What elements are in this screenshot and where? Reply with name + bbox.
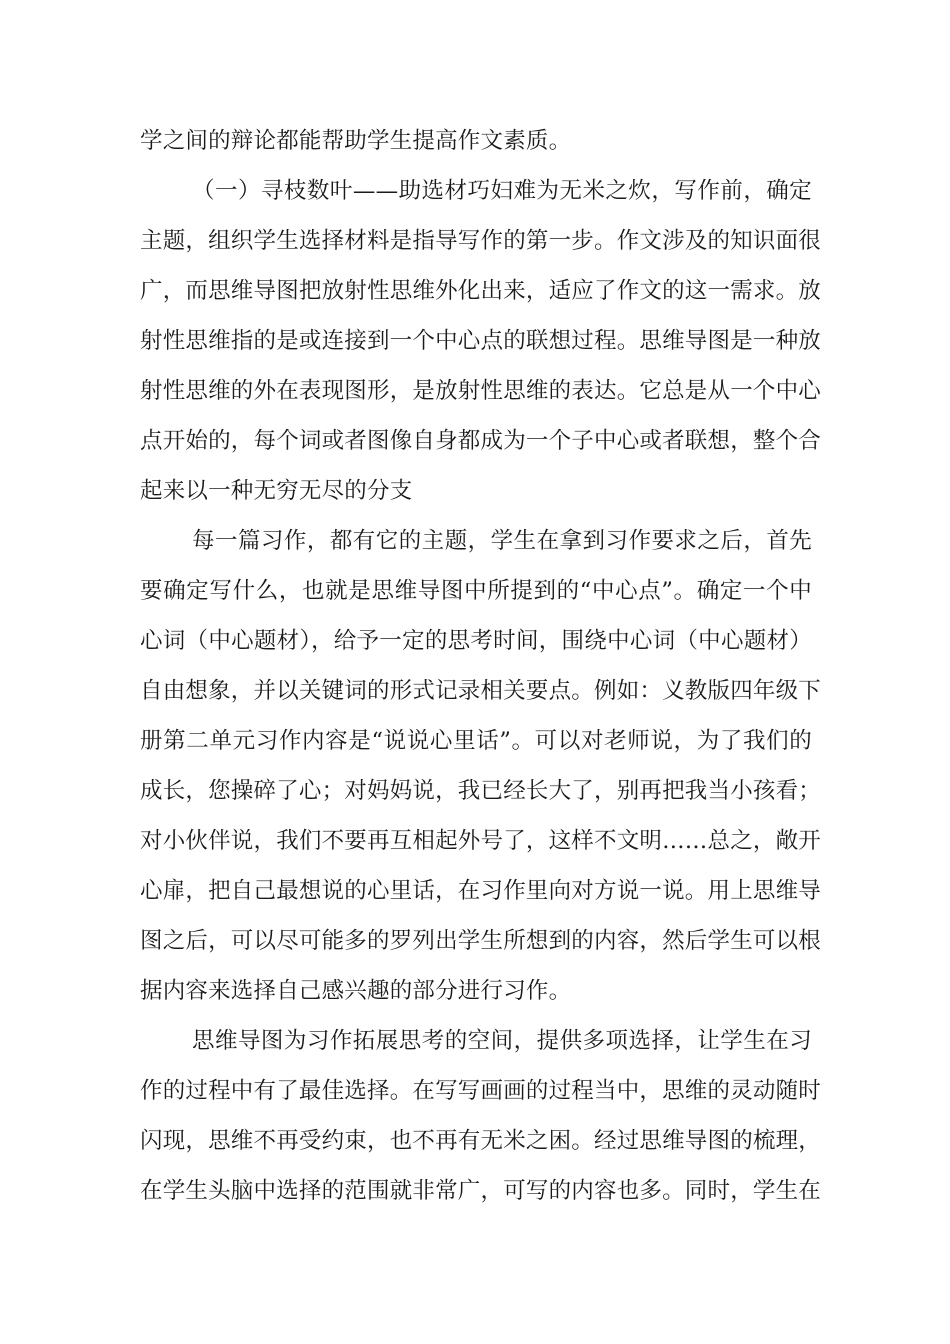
text-line: 成长，您操碎了心；对妈妈说，我已经长大了，别再把我当小孩看； — [140, 778, 822, 804]
text-line: 广，而思维导图把放射性思维外化出来，适应了作文的这一需求。放 — [140, 278, 822, 304]
text-line: 自由想象，并以关键词的形式记录相关要点。例如：义教版四年级下 — [140, 678, 822, 704]
text-line: （一）寻枝数叶——助选材巧妇难为无米之炊，写作前，确定 — [192, 178, 812, 204]
text-line: 在学生头脑中选择的范围就非常广，可写的内容也多。同时，学生在 — [140, 1178, 822, 1204]
text-line: 心词（中心题材），给予一定的思考时间，围绕中心词（中心题材） — [140, 628, 812, 654]
text-line: 要确定写什么，也就是思维导图中所提到的“中心点”。确定一个中 — [140, 578, 812, 604]
text-line: 据内容来选择自己感兴趣的部分进行习作。 — [140, 978, 572, 1004]
text-line: 闪现，思维不再受约束，也不再有无米之困。经过思维导图的梳理， — [140, 1128, 822, 1154]
text-line: 点开始的，每个词或者图像自身都成为一个子中心或者联想，整个合 — [140, 428, 822, 454]
text-line: 册第二单元习作内容是“说说心里话”。可以对老师说，为了我们的 — [140, 728, 812, 754]
text-line: 作的过程中有了最佳选择。在写写画画的过程当中，思维的灵动随时 — [140, 1078, 822, 1104]
text-line: 思维导图为习作拓展思考的空间，提供多项选择，让学生在习 — [192, 1028, 812, 1054]
text-line: 射性思维指的是或连接到一个中心点的联想过程。思维导图是一种放 — [140, 328, 822, 354]
text-line: 射性思维的外在表现图形，是放射性思维的表达。它总是从一个中心 — [140, 378, 822, 404]
text-line: 主题，组织学生选择材料是指导写作的第一步。作文涉及的知识面很 — [140, 228, 822, 254]
text-line: 学之间的辩论都能帮助学生提高作文素质。 — [140, 128, 572, 154]
text-line: 图之后，可以尽可能多的罗列出学生所想到的内容，然后学生可以根 — [140, 928, 822, 954]
text-line: 对小伙伴说，我们不要再互相起外号了，这样不文明……总之，敞开 — [140, 828, 822, 854]
text-line: 起来以一种无穷无尽的分支 — [140, 478, 413, 504]
text-line: 每一篇习作，都有它的主题，学生在拿到习作要求之后，首先 — [192, 528, 812, 554]
text-line: 心扉，把自己最想说的心里话，在习作里向对方说一说。用上思维导 — [140, 878, 822, 904]
